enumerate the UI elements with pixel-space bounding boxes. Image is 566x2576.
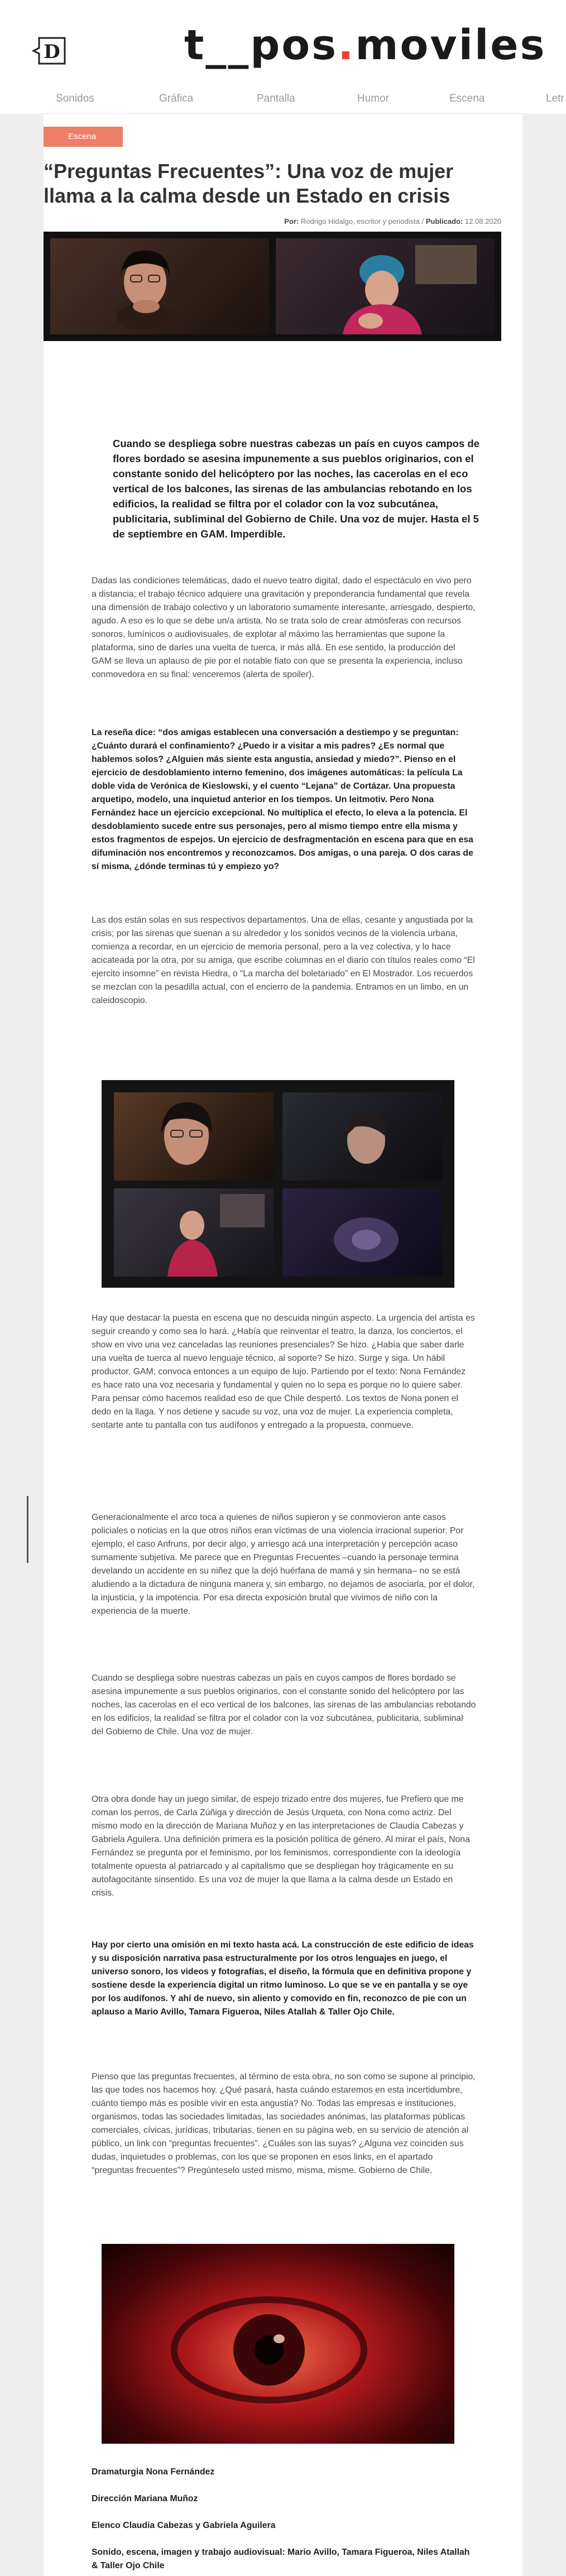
video-grid-frame-3 [114, 1188, 274, 1277]
nav-item-letras[interactable]: Letr [546, 93, 564, 104]
paragraph-1: Dadas las condiciones telemáticas, dado el nuevo teatro digital, dado el espectáculo en vivo pero a distancia; el trabajo técnico adquiere una gravitación y preponderancia fundamental que revela una dimensión de trabajo colectivo y un laboratorio sumamente interesante, arriesgado, despierto, agudo. A eso es lo que se debe un/a artista. No se trata solo de crear atmósferas con recursos sonoros, lumínicos o audiovisuales, de explotar al máximo las herramientas que supone la plataforma, sino de darles una vuelta de tuerca, ir más allá. En ese sentido, la producción del GAM se lleva un aplauso de pie por el notable fiato con que se presenta la experiencia, incluso conmovedora en su final: venceremos (alerta de spoiler). [92, 576, 476, 679]
byline-author: Rodrigo Hidalgo, escritor y periodista [300, 217, 420, 226]
svg-text:D: D [44, 41, 60, 63]
byline: Por: Rodrigo Hidalgo, escritor y periodista / Publicado: 12.08.2020 [284, 217, 501, 226]
video-grid-frame-4 [282, 1188, 442, 1277]
byline-author-label: Por: [284, 217, 299, 226]
credit-direccion: Dirección Mariana Muñoz [92, 2494, 198, 2503]
paragraph-5: Generacionalmente el arco toca a quienes de niños supieron y se conmovieron ante casos policiales o noticias en la que otros niños eran víctimas de una violencia irracional superior. Por ejemplo, el caso Anfruns, por decir algo, y arriesgo acá una interpretación y percepción acaso sumamente subjetiva. Me parece que en Preguntas Frecuentes –cuando la personaje termina develando un accidente en su niñez que la dejó huérfana de mamá y sin hermana– no se está aludiendo a la dictadura de ninguna manera y, sin embargo, no dejamos de asociarla, por el dolor, la injusticia, y la impotencia. Por esa directa exposición brutal que vivimos de niño con la experiencia de la muerte. [92, 1513, 475, 1616]
byline-date-label: Publicado: [425, 217, 463, 226]
nav-item-escena[interactable]: Escena [449, 93, 485, 104]
video-grid-frame-1 [114, 1092, 274, 1181]
paragraph-8: Hay por cierto una omisión en mi texto hasta acá. La construcción de este edificio de ideas y su disposición narrativa pasa estructuralmente por los otros lenguajes en juego, el universo sonoro, los videos y fotografías, el diseño, la fórmula que en definitiva propone y sostiene desde la experiencia digital un ritmo luminoso. Lo que se ve en pantalla y se oye por los audífonos. Y ahí de nuevo, sin aliento y comovido en fin, reconozco de pie con un aplauso a Mario Avillo, Tamara Figueroa, Niles Atallah & Taller Ojo Chile. [92, 1940, 474, 2017]
credit-elenco: Elenco Claudia Cabezas y Gabriela Aguilera [92, 2521, 276, 2530]
paragraph-2: La reseña dice: “dos amigas establecen una conversación a destiempo y se preguntan: ¿Cuánto durará el confinamiento? ¿Puedo ir a visitar a mis padres? ¿Es normal que hablemos solos? ¿Alguien más siente esta angustia, ansiedad y miedo?”. Pienso en el ejercicio de desdoblamiento interno femenino, dos imágenes automáticas: la película La doble vida de Verónica de Kieslowski, y el cuento “Lejana” de Cortázar. Una propuesta arquetipo, modelo, una inquietud anterior en los tiempos. Un leitmotiv. Pero Nona Fernández hace un ejercicio excepcional. No multiplica el efecto, lo eleva a la potencia. El desdoblamiento sucede entre sus personajes, pero al mismo tiempo entre ella misma y estos fragmentos de espejos. Un ejercicio de desfragmentación en escena para que en esa difuminación nos encontremos y reconozcamos. Dos amigas, o una pareja. O dos caras de sí misma, ¿dónde terminas tú y empiezo yo? [92, 728, 473, 871]
scroll-marker [27, 1496, 28, 1563]
logo-d-icon[interactable] [31, 35, 70, 67]
header-video-still [44, 232, 501, 341]
paragraph-9: Pienso que las preguntas frecuentes, al término de esta obra, no son como se supone al principio, las que todes nos hacemos hoy. ¿Qué pasará, hasta cuándo estaremos en esta incertidumbre, cuánto tiempo más es posible vivir en esta angustia? No. Todas las empresas e instituciones, organismos, todas las sociedades limitadas, las sociedades anónimas, las plataformas públicas comerciales, cívicas, jurídicas, tributarias, tienen en su página web, en su servicio de atención al público, un link con “preguntas frecuentes”. ¿Cuáles son las suyas? ¿Alguna vez coinciden sus dudas, inquietudes o problemas, con los que se proponen en esos links, en el apartado “preguntas frecuentes”? Pregúnteselo usted mismo, misma, misme. Gobierno de Chile. [92, 2072, 476, 2175]
paragraph-7: Otra obra donde hay un juego similar, de espejo trizado entre dos mujeres, fue Prefiero que me coman los perros, de Carla Zúñiga y dirección de Jesús Urqueta, con Nona como actriz. Del mismo modo en la dirección de Mariana Muñoz y en las interpretaciones de Claudia Cabezas y Gabriela Aguilera. Una definición primera es la posición política de género. Al mirar el país, Nona Fernández se pregunta por el feminismo, por los feminismos, correspondiente con la ideología totalmente opuesta al patriarcado y al capitalismo que se despliegan hoy trágicamente en su autofagocitante sinsentido. Es una voz de mujer la que llama a la calma desde un Estado en crisis. [92, 1795, 470, 1898]
category-badge[interactable]: Escena [44, 127, 123, 147]
video-grid-still [102, 1080, 454, 1288]
paragraph-3: Las dos están solas en sus respectivos departamentos. Una de ellas, cesante y angustiada por la crisis; por las sirenas que suenan a su alrededor y los sonidos vecinos de la violencia urbana, comienza a recordar, en un ejercicio de memoria personal, pero a la vez colectiva, y lo hace acicateada por la otra, por su amiga, que escribe columnas en el diario con títulos reales como “El ejercito insomne” en revista Hiedra, o “La marcha del boletariado” en El Mostrador. Los recuerdos se mezclan con la pesadilla actual, con el encierro de la pandemia. Entramos en un limbo, en un caleidoscopio. [92, 915, 475, 1005]
site-header [0, 0, 566, 84]
site-logo-title[interactable]: t__pos.moviles [184, 21, 546, 69]
byline-date: 12.08.2020 [464, 217, 501, 226]
video-grid-frame-2 [282, 1092, 442, 1181]
credit-dramaturgia: Dramaturgia Nona Fernández [92, 2467, 215, 2477]
paragraph-6: Cuando se despliega sobre nuestras cabezas un país en cuyos campos de flores bordado se asesina impunemente a sus pueblos originarios, con el constante sonido del helicóptero por las noches, las cacerolas en el eco vertical de los balcones, las sirenas de las ambulancias rebotando en los edificios, la realidad se filtra por el colador con la voz subcutánea, publicitaria, subliminal del Gobierno de Chile. Una voz de mujer. [92, 1673, 476, 1736]
credit-sonido-escena: Sonido, escena, imagen y trabajo audiovisual: Mario Avillo, Tamara Figueroa, Niles Atallah & Taller Ojo Chile [92, 2548, 470, 2570]
nav-item-pantalla[interactable]: Pantalla [257, 93, 295, 104]
main-nav [0, 85, 566, 114]
nav-item-grafica[interactable]: Gráfica [159, 93, 194, 104]
nav-item-humor[interactable]: Humor [357, 93, 390, 104]
eye-closeup-image [102, 2244, 454, 2444]
nav-item-sonidos[interactable]: Sonidos [56, 93, 94, 104]
left-gutter [0, 114, 44, 2576]
video-frame-right [276, 238, 495, 334]
article-title: “Preguntas Frecuentes”: Una voz de mujer llama a la calma desde un Estado en crisis [44, 160, 454, 207]
article [44, 114, 522, 2576]
video-frame-left [50, 238, 269, 334]
paragraph-4: Hay que destacar la puesta en escena que no descuida ningún aspecto. La urgencia del artista es seguir creando y como sea lo hará. ¿Había que reinventar el teatro, la danza, los conciertos, el show en vivo una vez canceladas las reuniones presenciales? Se hizo. ¿Había que saber darle una vuelta de tuerca al nuevo lenguaje técnico, al soporte? Se hizo. Surge y siga. Un hábil productor, GAM, convoca entonces a un equipo de lujo. Partiendo por el texto: Nona Fernández es hace rato una voz necesaria y fundamental y quien no lo sepa es porque no lo quiere saber. Para pensar cómo hacemos realidad eso de que Chile despertó. Los textos de Nona ponen el dedo en la llaga. Y nos detiene y sacude su voz, una voz de mujer. La experiencia completa, sentarte ante tu pantalla con tus audífonos y entregado a la propuesta, conmueve. [92, 1313, 475, 1430]
article-lead: Cuando se despliega sobre nuestras cabezas un país en cuyos campos de flores bordado se asesina impunemente a sus pueblos originarios, con el constante sonido del helicóptero por las noches, las cacerolas en el eco vertical de los balcones, las sirenas de las ambulancias rebotando en los edificios, la realidad se filtra por el colador con la voz subcutánea, publicitaria, subliminal del Gobierno de Chile. Una voz de mujer. Hasta el 5 de septiembre en GAM. Imperdible. [113, 438, 479, 540]
right-gutter [522, 114, 566, 2576]
